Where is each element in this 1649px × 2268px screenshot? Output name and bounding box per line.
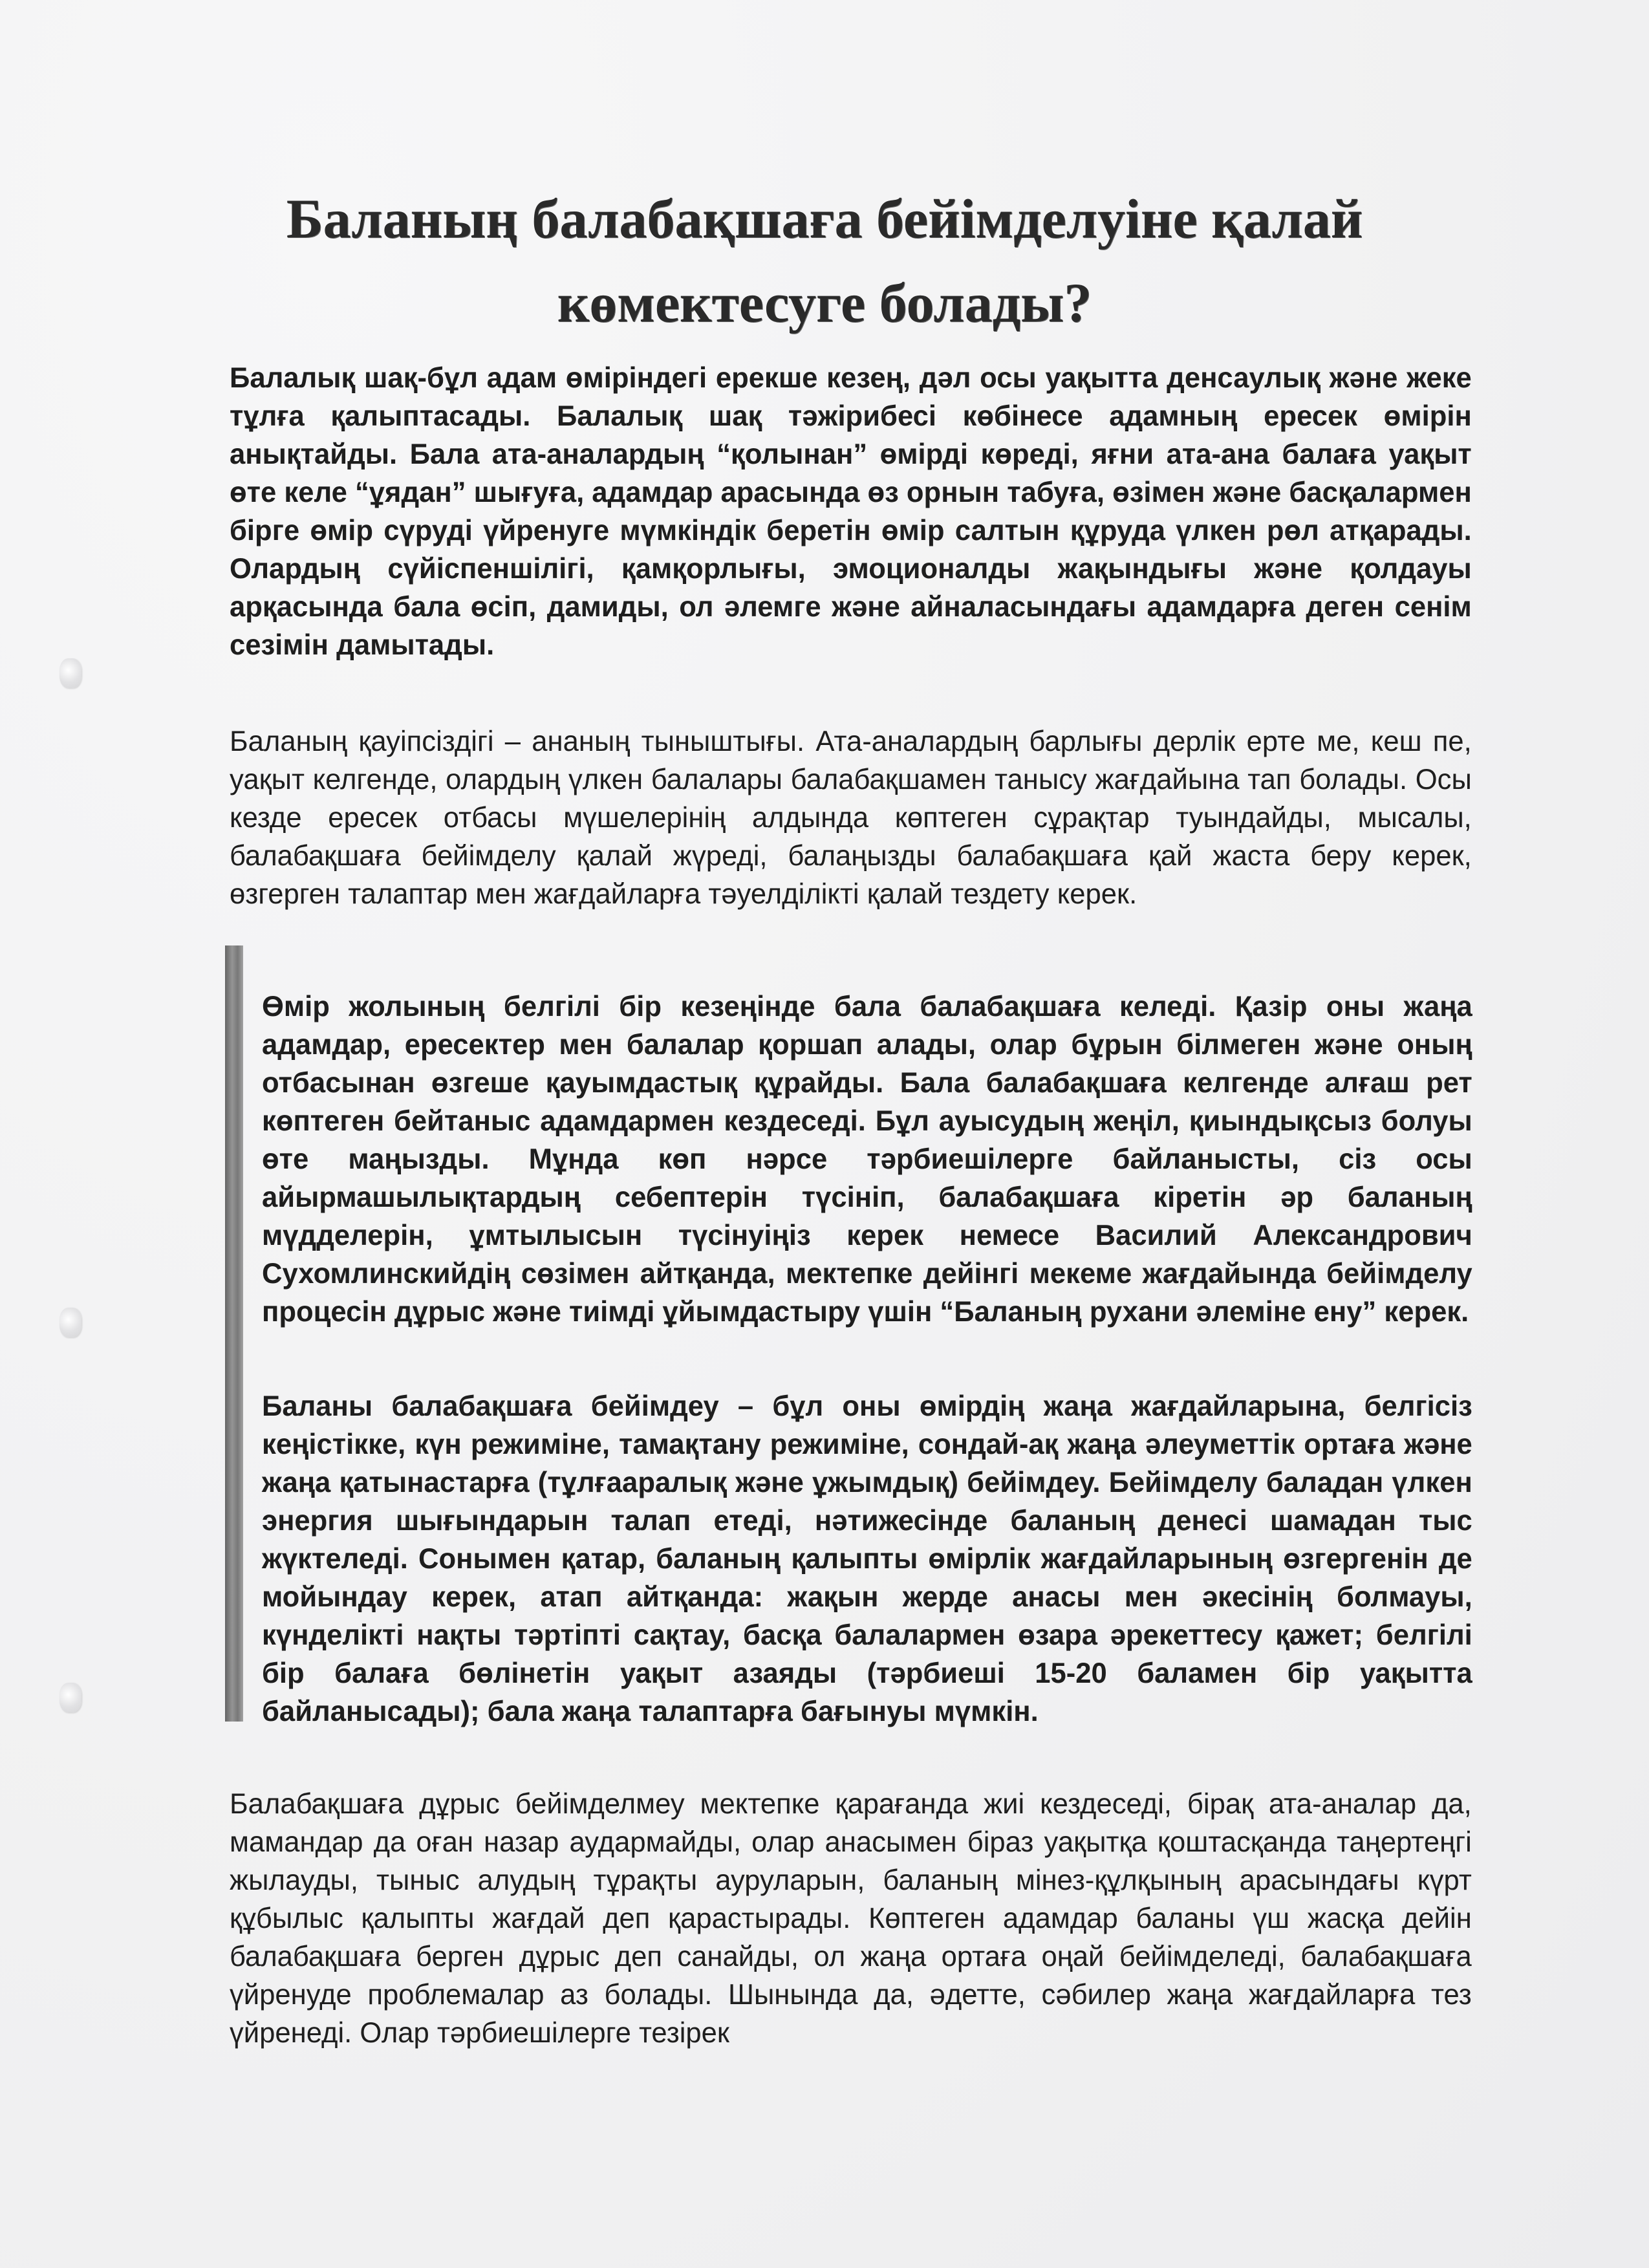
staple-mark	[59, 658, 81, 688]
title-line-1: Баланың балабақшаға бейімделуіне қалай	[286, 187, 1363, 250]
paragraph-adaptation-definition: Баланы балабақшаға бейімдеу – бұл оны өмірдің жаңа жағдайларына, белгісіз кеңістікке, күн режиміне, тамақтану режиміне, сондай-ақ жаңа әлеуметтік ортаға және жаңа қатынастарға (тұлғааралық және ұжымдық) бейімдеу. Бейімделу баладан үлкен энергия шығындарын талап етеді, нәтижесінде баланың денесі шамадан тыс жүктеледі. Сонымен қатар, баланың қалыпты өмірлік жағдайларының өзгергенін де мойындау керек, атап айтқанда: жақын жерде анасы мен әкесінің болмауы, күнделікті нақты тәртіпті сақтау, басқа балалармен өзара әрекеттесу қажет; белгілі бір балаға бөлінетін уақыт азаяды (тәрбиеші 15-20 баламен бір уақытта байланысады); бала жаңа талаптарға бағынуы мүмкін.	[262, 1390, 1472, 1727]
paragraph-maladaptation: Балабақшаға дұрыс бейімделмеу мектепке қарағанда жиі кездеседі, бірақ ата-аналар да, мамандар да оған назар аудармайды, олар анасымен біраз уақытқа қоштасқанда таңертеңгі жылауды, тыныс алудың тұрақты ауруларын, баланың мінез-құлқының арасындағы күрт құбылыс қалыпты жағдай деп қарастырады. Көптеген адамдар баланы үш жасқа дейін балабақшаға берген дұрыс деп санайды, ол жаңа ортаға оңай бейімделеді, балабақшаға үйренуде проблемалар аз болады. Шынында да, әдетте, сәбилер жаңа жағдайларға тез үйренеді. Олар тәрбиешілерге тезірек	[230, 1787, 1472, 2049]
paragraph-intro: Балалық шақ-бұл адам өміріндегі ерекше кезең, дәл осы уақытта денсаулық және жеке тұлға қалыптасады. Балалық шақ тәжірибесі көбінесе адамның ересек өмірін анықтайды. Бала ата-аналардың “қолынан” өмірді көреді, яғни ата-ана балаға уақыт өте келе “ұядан” шығуға, адамдар арасында өз орнын табуға, өзімен және басқалармен бірге өмір сүруді үйренуге мүмкіндік беретін өмір салтын құруда үлкен рөл атқарады. Олардың сүйіспеншілігі, қамқорлығы, эмоционалды жақындығы және қолдауы арқасында бала өсіп, дамиды, ол әлемге және айналасындағы адамдарға деген сенім сезімін дамытады.	[230, 362, 1472, 661]
quote-side-bar	[225, 945, 243, 1722]
title-line-2: көмектесуге болады?	[557, 271, 1092, 334]
staple-mark	[59, 1308, 81, 1337]
document-title	[194, 177, 1455, 345]
paragraph-kindergarten-arrival: Өмір жолының белгілі бір кезеңінде бала балабақшаға келеді. Қазір оны жаңа адамдар, ересектер мен балалар қоршап алады, олар бұрын білмеген және оның отбасынан өзгеше қауымдастық құрайды. Бала балабақшаға келгенде алғаш рет көптеген бейтаныс адамдармен кездеседі. Бұл ауысудың жеңіл, қиындықсыз болуы өте маңызды. Мұнда көп нәрсе тәрбиешілерге байланысты, сіз осы айырмашылықтардың себептерін түсініп, балабақшаға кіретін әр баланың мүдделерін, ұмтылысын түсінуіңіз керек немесе Василий Александрович Сухомлинскийдің сөзімен айтқанда, мектепке дейінгі мекеме жағдайында бейімделу процесін дұрыс және тиімді ұйымдастыру үшін “Баланың рухани әлеміне ену” керек.	[262, 990, 1472, 1328]
paragraph-safety: Баланың қауіпсіздігі – ананың тыныштығы. Ата-аналардың барлығы дерлік ерте ме, кеш пе, уақыт келгенде, олардың үлкен балалары балабақшамен танысу жағдайына тап болады. Осы кезде ересек отбасы мүшелерінің алдында көптеген сұрақтар туындайды, мысалы, балабақшаға бейімделу қалай жүреді, балаңызды балабақшаға қай жаста беру керек, өзгерген талаптар мен жағдайларға тәуелділікті қалай тездету керек.	[230, 725, 1472, 910]
staple-mark	[59, 1683, 81, 1712]
